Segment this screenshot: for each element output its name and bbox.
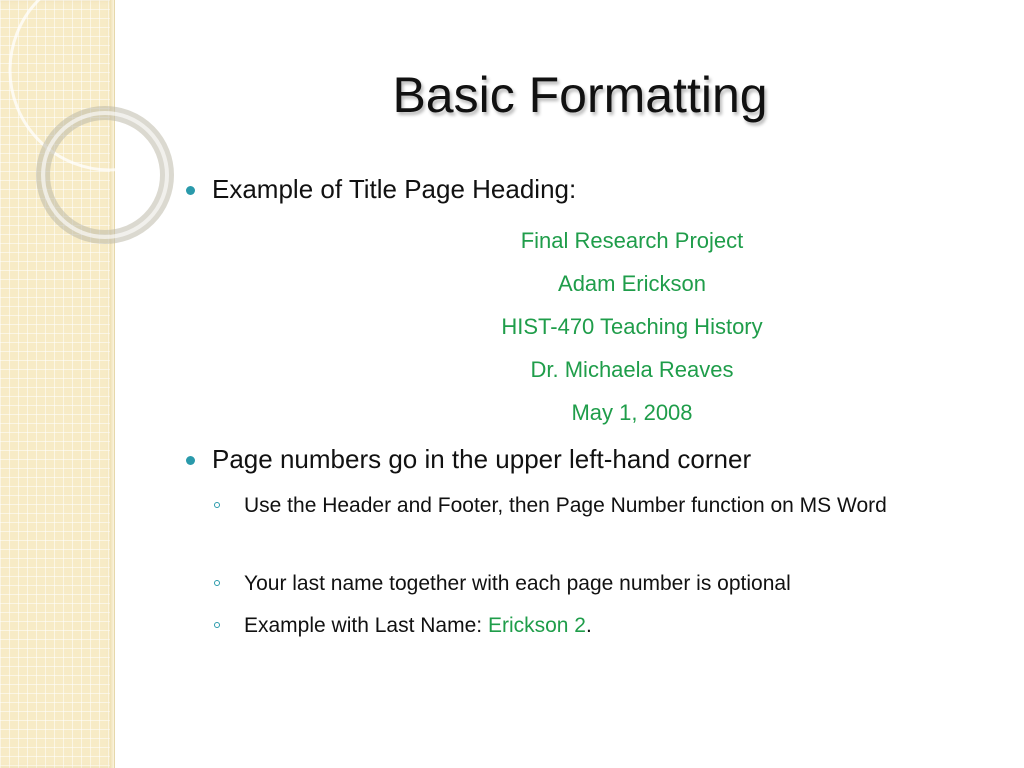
example-highlight: Erickson 2 xyxy=(487,614,586,637)
example-label: Example with Last Name: xyxy=(244,614,488,637)
example-suffix: . xyxy=(585,614,592,637)
title-page-heading-example xyxy=(432,226,832,441)
sub-bullet-ring-icon xyxy=(214,622,220,628)
bullet-dot-icon xyxy=(186,456,195,465)
slide-title: Basic Formatting xyxy=(392,67,768,123)
heading-line-project: Final Research Project xyxy=(520,228,744,253)
bullet-dot-icon xyxy=(186,186,195,195)
sub-bullet-text: Use the Header and Footer, then Page Number function on MS Word xyxy=(244,494,887,517)
bullet-text: Page numbers go in the upper left-hand corner xyxy=(212,444,752,474)
sub-bullet-text: Your last name together with each page number is optional xyxy=(244,572,791,595)
bullet-text: Example of Title Page Heading: xyxy=(212,174,577,204)
heading-line-course: HIST-470 Teaching History xyxy=(501,314,763,339)
heading-line-author: Adam Erickson xyxy=(558,271,706,296)
heading-line-date: May 1, 2008 xyxy=(571,400,693,425)
sub-bullet-ring-icon xyxy=(214,580,220,586)
heading-line-instructor: Dr. Michaela Reaves xyxy=(530,357,734,382)
decorative-side-strip xyxy=(0,0,115,768)
sub-bullet-ring-icon xyxy=(214,502,220,508)
sub-bullet-text xyxy=(244,609,984,642)
